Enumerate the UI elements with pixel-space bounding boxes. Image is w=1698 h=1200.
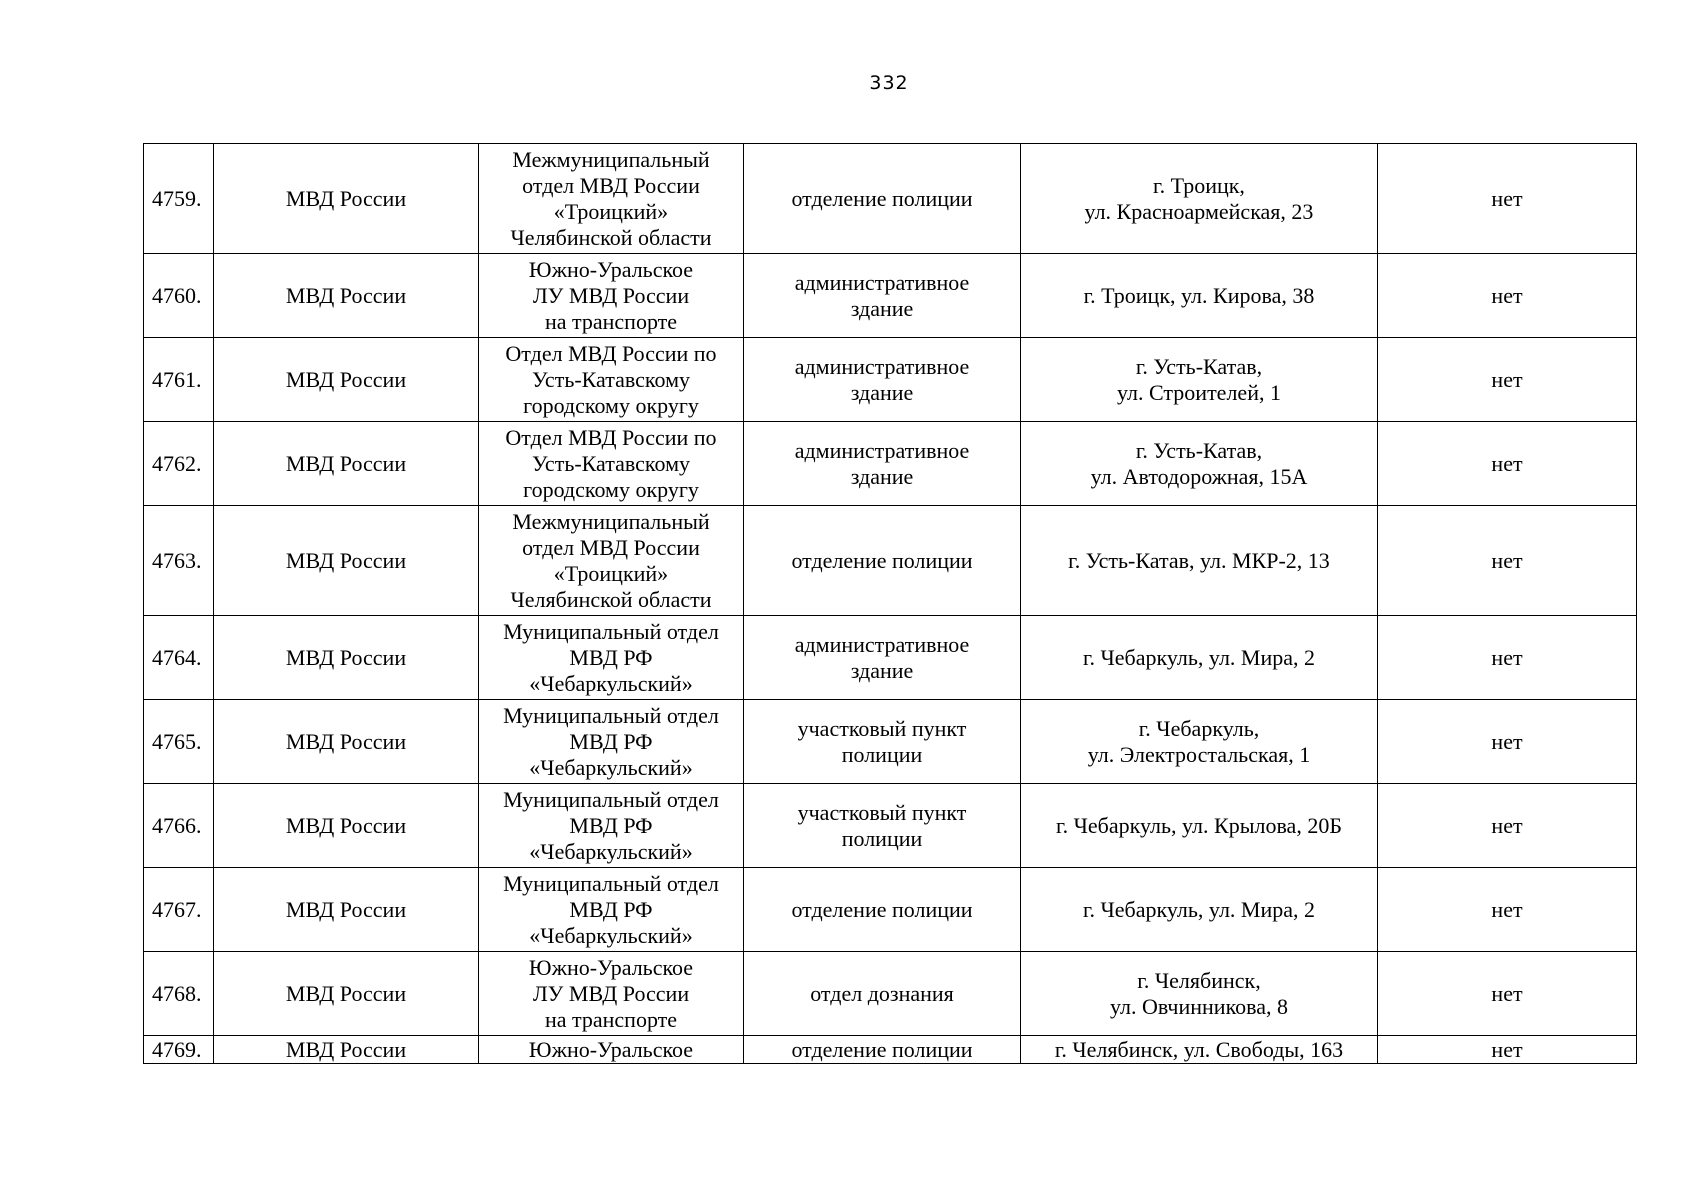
row-number: 4759.: [144, 144, 214, 254]
row-number: 4769.: [144, 1036, 214, 1064]
unit-cell: Муниципальный отдел МВД РФ «Чебаркульский»: [479, 868, 744, 952]
flag-cell: нет: [1378, 784, 1637, 868]
agency-cell: МВД России: [214, 338, 479, 422]
address-cell: г. Усть-Катав, ул. Автодорожная, 15А: [1021, 422, 1378, 506]
flag-cell: нет: [1378, 700, 1637, 784]
table-row: [144, 506, 1637, 616]
agency-cell: МВД России: [214, 784, 479, 868]
unit-cell: Межмуниципальный отдел МВД России «Троицкий» Челябинской области: [479, 506, 744, 616]
unit-cell: Южно-Уральское: [479, 1036, 744, 1064]
address-cell: г. Усть-Катав, ул. Строителей, 1: [1021, 338, 1378, 422]
object-type-cell: административное здание: [744, 254, 1021, 338]
address-cell: г. Троицк, ул. Красноармейская, 23: [1021, 144, 1378, 254]
unit-cell: Отдел МВД России по Усть-Катавскому городскому округу: [479, 422, 744, 506]
table-row: [144, 422, 1637, 506]
agency-cell: МВД России: [214, 616, 479, 700]
table-row: [144, 952, 1637, 1036]
table-row: [144, 1036, 1637, 1064]
agency-cell: МВД России: [214, 1036, 479, 1064]
address-cell: г. Троицк, ул. Кирова, 38: [1021, 254, 1378, 338]
flag-cell: нет: [1378, 144, 1637, 254]
flag-cell: нет: [1378, 1036, 1637, 1064]
object-type-cell: отделение полиции: [744, 868, 1021, 952]
row-number: 4767.: [144, 868, 214, 952]
row-number: 4766.: [144, 784, 214, 868]
unit-cell: Муниципальный отдел МВД РФ «Чебаркульский»: [479, 700, 744, 784]
agency-cell: МВД России: [214, 506, 479, 616]
address-cell: г. Чебаркуль, ул. Электростальская, 1: [1021, 700, 1378, 784]
table-row: [144, 616, 1637, 700]
agency-cell: МВД России: [214, 952, 479, 1036]
agency-cell: МВД России: [214, 868, 479, 952]
row-number: 4761.: [144, 338, 214, 422]
table-row: [144, 868, 1637, 952]
unit-cell: Отдел МВД России по Усть-Катавскому городскому округу: [479, 338, 744, 422]
unit-cell: Южно-Уральское ЛУ МВД России на транспорте: [479, 952, 744, 1036]
agency-cell: МВД России: [214, 422, 479, 506]
flag-cell: нет: [1378, 506, 1637, 616]
object-type-cell: административное здание: [744, 616, 1021, 700]
unit-cell: Муниципальный отдел МВД РФ «Чебаркульский»: [479, 784, 744, 868]
unit-cell: Межмуниципальный отдел МВД России «Троицкий» Челябинской области: [479, 144, 744, 254]
row-number: 4765.: [144, 700, 214, 784]
table-row: [144, 254, 1637, 338]
table-row: [144, 338, 1637, 422]
object-type-cell: административное здание: [744, 338, 1021, 422]
address-cell: г. Челябинск, ул. Овчинникова, 8: [1021, 952, 1378, 1036]
row-number: 4760.: [144, 254, 214, 338]
flag-cell: нет: [1378, 952, 1637, 1036]
agency-cell: МВД России: [214, 700, 479, 784]
table-row: [144, 784, 1637, 868]
object-type-cell: отдел дознания: [744, 952, 1021, 1036]
unit-cell: Муниципальный отдел МВД РФ «Чебаркульский»: [479, 616, 744, 700]
table-row: [144, 700, 1637, 784]
flag-cell: нет: [1378, 616, 1637, 700]
table-row: [144, 144, 1637, 254]
object-type-cell: участковый пункт полиции: [744, 784, 1021, 868]
agency-cell: МВД России: [214, 254, 479, 338]
object-type-cell: отделение полиции: [744, 506, 1021, 616]
object-type-cell: отделение полиции: [744, 1036, 1021, 1064]
address-cell: г. Чебаркуль, ул. Мира, 2: [1021, 616, 1378, 700]
flag-cell: нет: [1378, 254, 1637, 338]
row-number: 4768.: [144, 952, 214, 1036]
flag-cell: нет: [1378, 868, 1637, 952]
unit-cell: Южно-Уральское ЛУ МВД России на транспорте: [479, 254, 744, 338]
agency-cell: МВД России: [214, 144, 479, 254]
object-type-cell: административное здание: [744, 422, 1021, 506]
row-number: 4764.: [144, 616, 214, 700]
registry-table-body: [144, 144, 1637, 1064]
registry-table: [143, 143, 1637, 1064]
flag-cell: нет: [1378, 422, 1637, 506]
page-number: 332: [869, 72, 909, 94]
address-cell: г. Усть-Катав, ул. МКР-2, 13: [1021, 506, 1378, 616]
row-number: 4763.: [144, 506, 214, 616]
address-cell: г. Чебаркуль, ул. Мира, 2: [1021, 868, 1378, 952]
address-cell: г. Челябинск, ул. Свободы, 163: [1021, 1036, 1378, 1064]
flag-cell: нет: [1378, 338, 1637, 422]
row-number: 4762.: [144, 422, 214, 506]
address-cell: г. Чебаркуль, ул. Крылова, 20Б: [1021, 784, 1378, 868]
object-type-cell: отделение полиции: [744, 144, 1021, 254]
object-type-cell: участковый пункт полиции: [744, 700, 1021, 784]
